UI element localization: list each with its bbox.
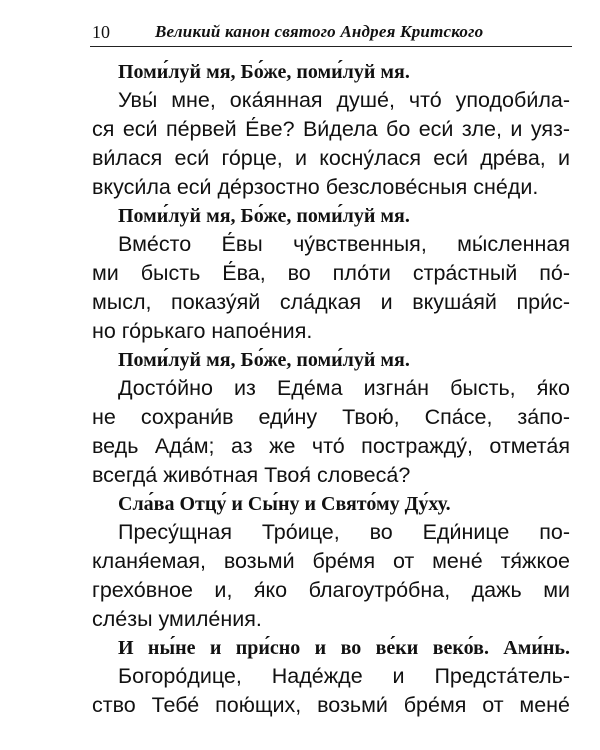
text-line: Богоро́дице, Наде́жде и Предста́тель- [118,664,570,688]
running-title: Великий канон святого Андрея Критского [155,22,484,41]
text-line: ся еси́ пе́рвей Е́ве? Ви́дела бо еси́ зле, и уяз- [92,117,570,141]
doxology: Сла́ва Отцу́ и Сы́ну и Свято́му Ду́ху. [118,493,451,515]
refrain: Поми́луй мя, Бо́же, поми́луй мя. [118,205,410,227]
text-line: кланя́емая, возьми́ бре́мя от мене́ тя́жкое [92,549,570,573]
text-line: Досто́йно из Еде́ма изгна́н бысть, я́ко [118,376,570,400]
page-number: 10 [92,22,110,42]
text-line: Пресу́щная Тро́ице, во Еди́нице по- [118,520,570,544]
running-header [90,20,572,47]
text-line: грехо́вное и, я́ко благоутро́бна, дажь ми [92,578,570,602]
text-line: но го́рькаго напое́ния. [92,319,313,343]
text-line: вкуси́ла еси́ де́рзостно безслове́сныя сне́ди. [92,175,539,199]
text-line: не сохрани́в еди́ну Твою́, Спа́се, за́по- [92,405,570,429]
page-body [92,58,570,720]
text-line: ми бысть Е́ва, во пло́ти стра́стный по́- [92,261,570,285]
doxology: И ны́не и при́сно и во ве́ки веко́в. Ами́нь. [118,637,570,659]
text-line: всегда́ живо́тная Твоя́ словеса́? [92,463,411,487]
refrain: Поми́луй мя, Бо́же, поми́луй мя. [118,61,410,83]
text-line: ство Тебе́ пою́щих, возьми́ бре́мя от мене́ [92,693,570,717]
text-line: сле́зы умиле́ния. [92,607,262,631]
text-line: Увы́ мне, ока́янная душе́, что́ уподоби́ла- [118,88,570,112]
text-line: ви́лася еси́ го́рце, и косну́лася еси́ дре́ва, и [92,146,570,170]
text-line: мысл, показу́яй сла́дкая и вкуша́яй при́с- [92,290,570,314]
text-line: Вме́сто Е́вы чу́вственныя, мы́сленная [118,232,570,256]
refrain: Поми́луй мя, Бо́же, поми́луй мя. [118,349,410,371]
text-line: ведь Ада́м; аз же что́ постражду́, отмета́я [92,434,570,458]
